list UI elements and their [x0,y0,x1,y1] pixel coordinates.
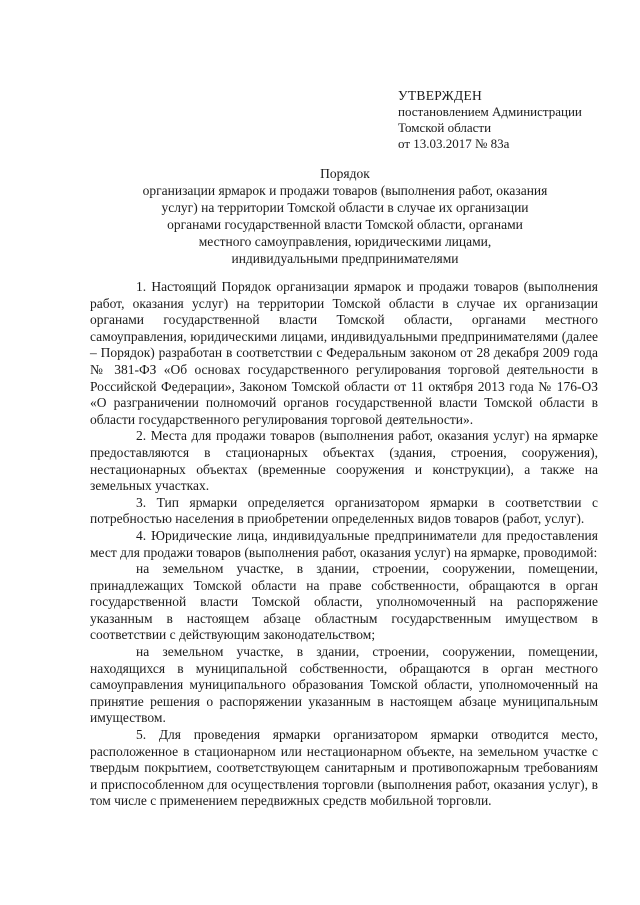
paragraph-1: 1. Настоящий Порядок организации ярмарок и продажи товаров (выполнения работ, оказания услуг) на территории Томской области в случае их организации органами государственной власти Томской области, органами местного самоуправления, юридическими лицами, индивидуальными предпринимателями (далее – Порядок) разработан в соответствии с Федеральным законом от 28 декабря 2009 года № 381-ФЗ «Об основах государственного регулирования торговой деятельности в Российской Федерации», Законом Томской области от 11 октября 2013 года № 176-ОЗ «О разграничении полномочий органов государственной власти Томской области в области государственного регулирования торговой деятельности». [90,279,598,427]
paragraph-4: 4. Юридические лица, индивидуальные предприниматели для предоставления мест для продажи товаров (выполнения работ, оказания услуг) на ярмарке, проводимой: [90,527,598,560]
paragraph-2: 2. Места для продажи товаров (выполнения работ, оказания услуг) на ярмарке предоставляются в стационарных объектах (здания, строения, сооружения), нестационарных объектах (временные сооружения и конструкции), а также на земельных участках. [90,428,598,494]
approval-line-date: от 13.03.2017 № 83а [398,136,510,151]
document-title [90,165,600,267]
paragraph-5: 5. Для проведения ярмарки организатором ярмарки отводится место, расположенное в стационарном или нестационарном объекте, на земельном участке с твердым покрытием, соответствующем санитарным и противопожарным требованиям и приспособленном для осуществления торговли (выполнения работ, оказания услуг), в том числе с применением передвижных средств мобильной торговли. [90,727,598,809]
title-word: Порядок [320,166,370,181]
title-line: органами государственной власти Томской области, органами [167,217,523,232]
document-body [90,279,598,810]
title-line: организации ярмарок и продажи товаров (выполнения работ, оказания [142,183,548,198]
paragraph-3: 3. Тип ярмарки определяется организатором ярмарки в соответствии с потребностью населения в приобретении определенных видов товаров (работ, услуг). [90,494,598,527]
title-line: услуг) на территории Томской области в случае их организации [161,200,529,215]
paragraph-4-clause-municipal: на земельном участке, в здании, строении, сооружении, помещении, находящихся в муниципальной собственности, обращаются в орган местного самоуправления муниципального образования Томской области, уполномоченный на принятие решения о распоряжении указанным в настоящем абзаце муниципальным имуществом. [90,644,598,726]
approval-heading: УТВЕРЖДЕН [398,88,483,103]
title-line: индивидуальными предпринимателями [231,251,459,266]
approval-line-resolution: постановлением Администрации [398,104,582,119]
title-line: местного самоуправления, юридическими лицами, [198,234,492,249]
approval-line-region: Томской области [398,120,492,135]
approval-stamp [398,88,618,152]
paragraph-4-clause-regional: на земельном участке, в здании, строении, сооружении, помещении, принадлежащих Томской области на праве собственности, обращаются в орган государственной власти Томской области, уполномоченный на распоряжение указанным в настоящем абзаце областным государственным имуществом в соответствии с действующим законодательством; [90,561,598,643]
